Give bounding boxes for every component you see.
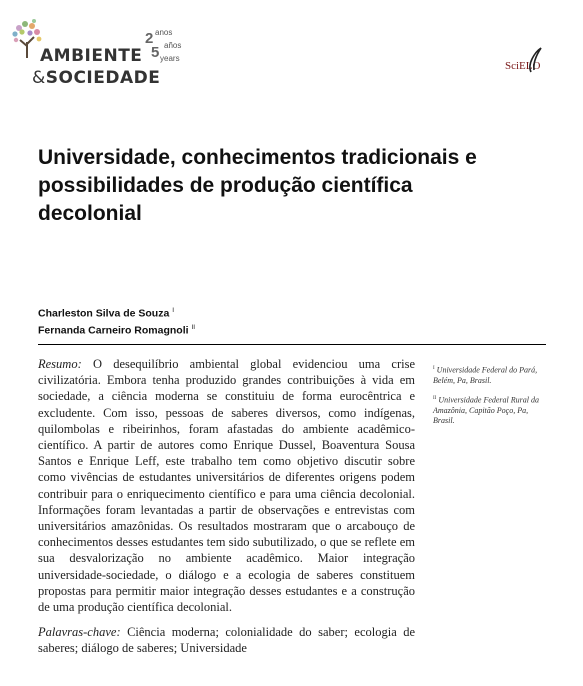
author-mark: II bbox=[191, 323, 196, 331]
anniversary-anos-es: años bbox=[164, 41, 182, 50]
anniversary-anos: anos bbox=[155, 28, 173, 37]
affiliation-2 bbox=[433, 394, 551, 426]
scielo-swoosh-icon bbox=[525, 46, 545, 74]
keywords-label: Palavras-chave: bbox=[38, 625, 121, 639]
journal-logo bbox=[10, 10, 180, 90]
section-divider bbox=[38, 344, 546, 345]
keywords-text: Ciência moderna; colonialidade do saber; ecologia de saberes; diálogo de saberes; Universidade bbox=[38, 625, 416, 656]
ampersand: & bbox=[32, 68, 46, 88]
anniversary-digit-2: 2 bbox=[145, 30, 154, 47]
affiliation-text: Universidade Federal do Pará, Belém, Pa, Brasil. bbox=[433, 365, 538, 385]
journal-name-line2 bbox=[32, 68, 160, 88]
affiliation-mark: II bbox=[433, 396, 437, 401]
author-list bbox=[38, 304, 195, 337]
abstract-text: O desequilíbrio ambiental global evidenciou uma crise civilizatória. Embora tenha produzido grandes contribuições à vida em sociedade, a ciência moderna se constituiu de forma eurocêntrica e excludente. Com isso, pessoas de saberes diversos, como indígenas, quilombolas e ribeirinhos, foram afastadas do ambiente acadêmico-científico. A partir de autores como Enrique Dussel, Boaventura Sousa Santos e Enrique Leff, este trabalho tem como objetivo discutir sobre como vivências de estudantes universitários de diferentes origens podem contribuir para o enriquecimento científico e para uma ciência decolonial. Informações foram levantadas a partir de observações e entrevistas com universitários amazônidas. Os resultados mostraram que o arcabouço de conhecimentos desses estudantes tem sido subutilizado, o que se reflete em sua desvalorização no ambiente acadêmico. Maior integração universidade-sociedade, o diálogo e a ecologia de saberes constituem propostas para permitir maior integração desses estudantes e a construção de uma produção científica decolonial. bbox=[38, 357, 416, 615]
journal-name-line1: AMBIENTE bbox=[40, 46, 143, 66]
author-1 bbox=[38, 304, 195, 321]
abstract-paragraph bbox=[38, 356, 415, 615]
anniversary-years: years bbox=[160, 54, 180, 63]
affiliation-text: Universidade Federal Rural da Amazônia, Capitão Poço, Pa, Brasil. bbox=[433, 395, 539, 425]
author-name: Fernanda Carneiro Romagnoli bbox=[38, 324, 189, 336]
scielo-text: SciELO bbox=[505, 60, 541, 72]
affiliation-mark: I bbox=[433, 366, 435, 371]
anniversary-digit-5: 5 bbox=[151, 44, 160, 61]
author-2 bbox=[38, 321, 195, 338]
affiliation-1 bbox=[433, 364, 551, 386]
article-title: Universidade, conhecimentos tradicionais e possibilidades de produção científica decolonial bbox=[38, 146, 477, 225]
scielo-logo[interactable] bbox=[505, 46, 555, 76]
tree-logo-icon bbox=[10, 18, 44, 58]
abstract-label: Resumo: bbox=[38, 357, 82, 371]
keywords-paragraph bbox=[38, 624, 415, 656]
author-name: Charleston Silva de Souza bbox=[38, 307, 170, 320]
journal-name-sociedade: SOCIEDADE bbox=[45, 68, 161, 88]
author-mark: I bbox=[172, 307, 175, 314]
